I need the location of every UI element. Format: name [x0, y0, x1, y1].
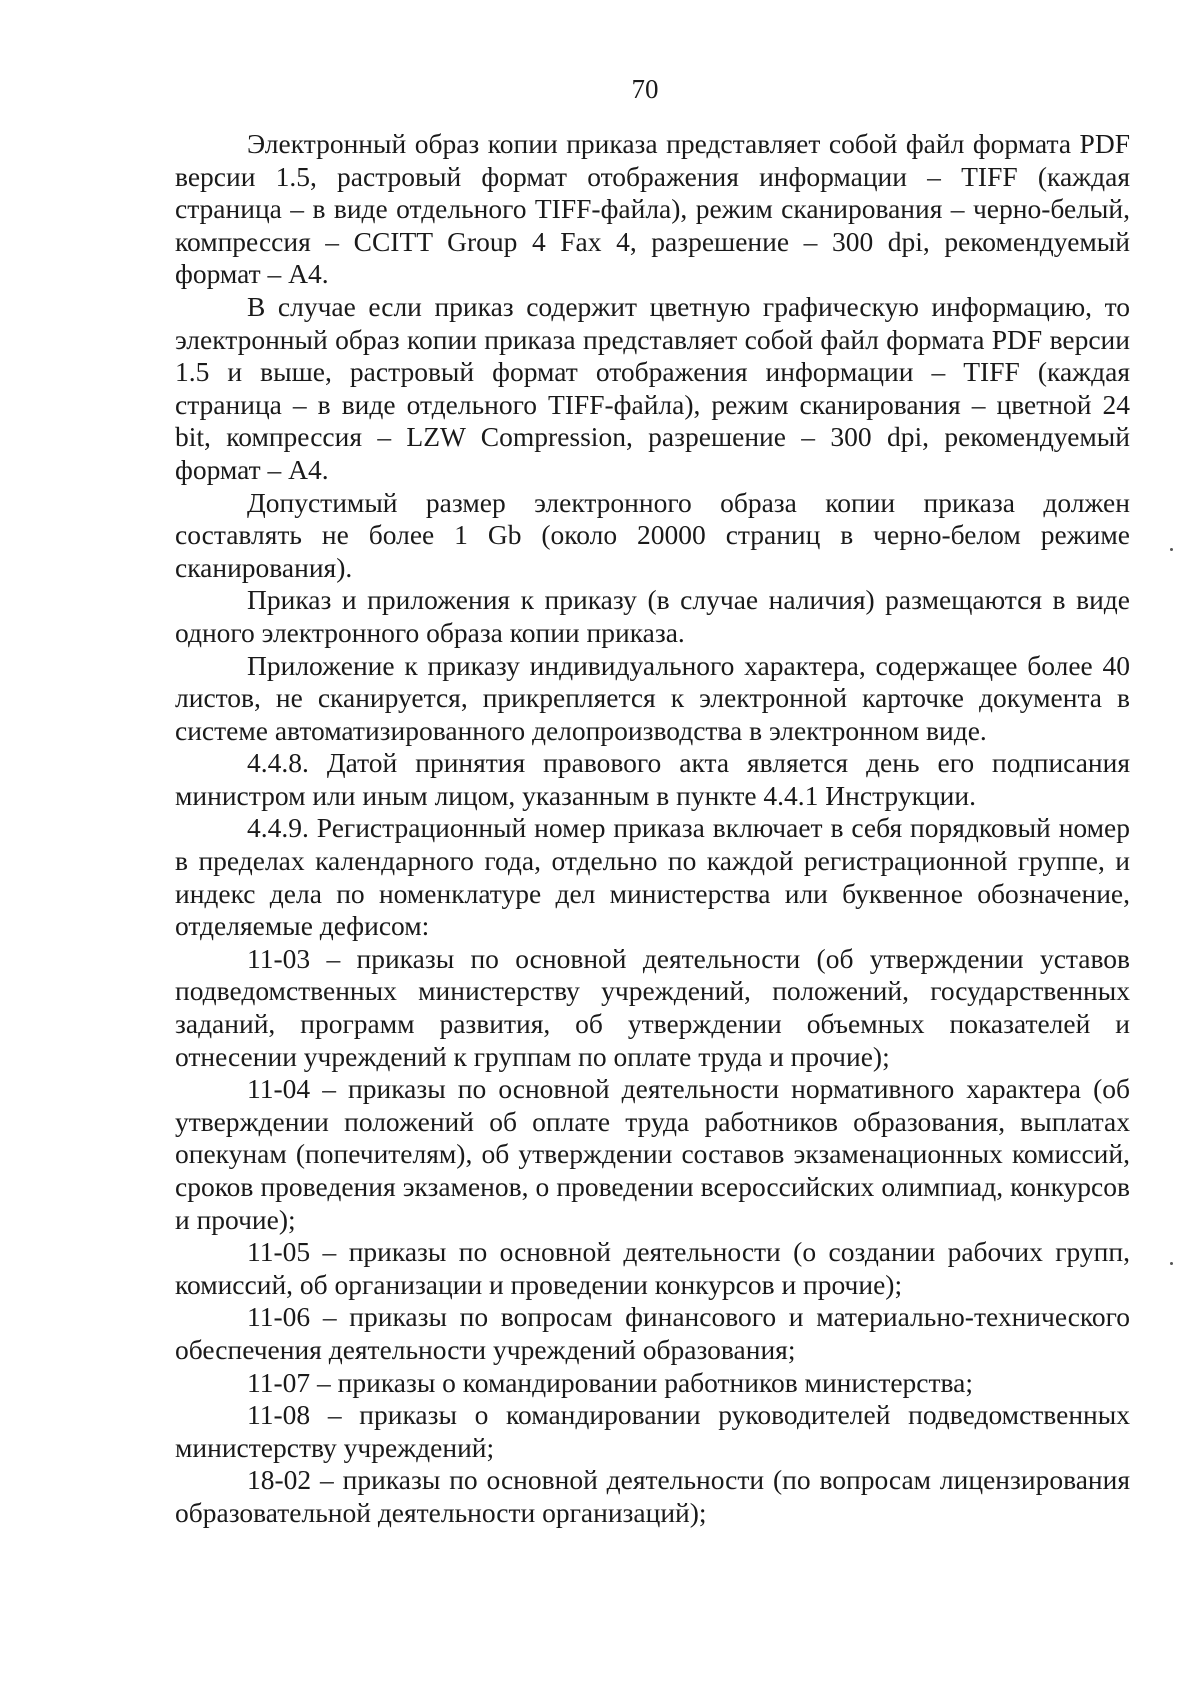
paragraph-color-format: В случае если приказ содержит цветную графическую информацию, то электронный образ копии приказа представляет собой файл формата PDF версии 1.5 и выше, растровый формат отображения информации – TIFF (каждая страница – в виде отдельного TIFF-файла), режим сканирования – цветной 24 bit, компрессия – LZW Compression, разрешение – 300 dpi, рекомендуемый формат – A4. [175, 290, 1130, 485]
scan-speck [1170, 1262, 1173, 1265]
list-item-11-05: 11-05 – приказы по основной деятельности (о создании рабочих групп, комиссий, об организации и проведении конкурсов и прочие); [175, 1236, 1130, 1300]
list-item-11-08: 11-08 – приказы о командировании руководителей подведомственных министерству учреждений; [175, 1399, 1130, 1463]
scan-speck [1170, 548, 1173, 551]
paragraph-4-4-9: 4.4.9. Регистрационный номер приказа включает в себя порядковый номер в пределах календарного года, отдельно по каждой регистрационной группе, и индекс дела по номенклатуре дел министерства или буквенное обозначение, отделяемые дефисом: [175, 812, 1130, 942]
list-item-11-07: 11-07 – приказы о командировании работников министерства; [247, 1366, 973, 1398]
list-item-11-06: 11-06 – приказы по вопросам финансового и материально-технического обеспечения деятельности учреждений образования; [175, 1301, 1130, 1365]
paragraph-attachments: Приказ и приложения к приказу (в случае наличия) размещаются в виде одного электронного образа копии приказа. [175, 584, 1130, 648]
list-item-18-02: 18-02 – приказы по основной деятельности (по вопросам лицензирования образовательной деятельности организаций); [175, 1464, 1130, 1528]
paragraph-4-4-8: 4.4.8. Датой принятия правового акта является день его подписания министром или иным лицом, указанным в пункте 4.4.1 Инструкции. [175, 747, 1130, 811]
paragraph-large-attachments: Приложение к приказу индивидуального характера, содержащее более 40 листов, не сканируется, прикрепляется к электронной карточке документа в системе автоматизированного делопроизводства в электронном виде. [175, 649, 1130, 746]
list-item-11-04: 11-04 – приказы по основной деятельности нормативного характера (об утверждении положений об оплате труда работников образования, выплатах опекунам (попечителям), об утверждении составов экзаменационных комиссий, сроков проведения экзаменов, о проведении всероссийских олимпиад, конкурсов и прочие); [175, 1073, 1130, 1235]
paragraph-max-size: Допустимый размер электронного образа копии приказа должен составлять не более 1 Gb (около 20000 страниц в черно-белом режиме сканирования). [175, 486, 1130, 583]
list-item-11-03: 11-03 – приказы по основной деятельности (об утверждении уставов подведомственных министерству учреждений, положений, государственных заданий, программ развития, об утверждении объемных показателей и отнесении учреждений к группам по оплате труда и прочие); [175, 942, 1130, 1072]
page-number: 70 [631, 74, 659, 104]
paragraph-pdf-format: Электронный образ копии приказа представляет собой файл формата PDF версии 1.5, растровый формат отображения информации – TIFF (каждая страница – в виде отдельного TIFF-файла), режим сканирования – черно-белый, компрессия – CCITT Group 4 Fax 4, разрешение – 300 dpi, рекомендуемый формат – A4. [175, 128, 1130, 290]
document-body [175, 128, 1130, 1530]
